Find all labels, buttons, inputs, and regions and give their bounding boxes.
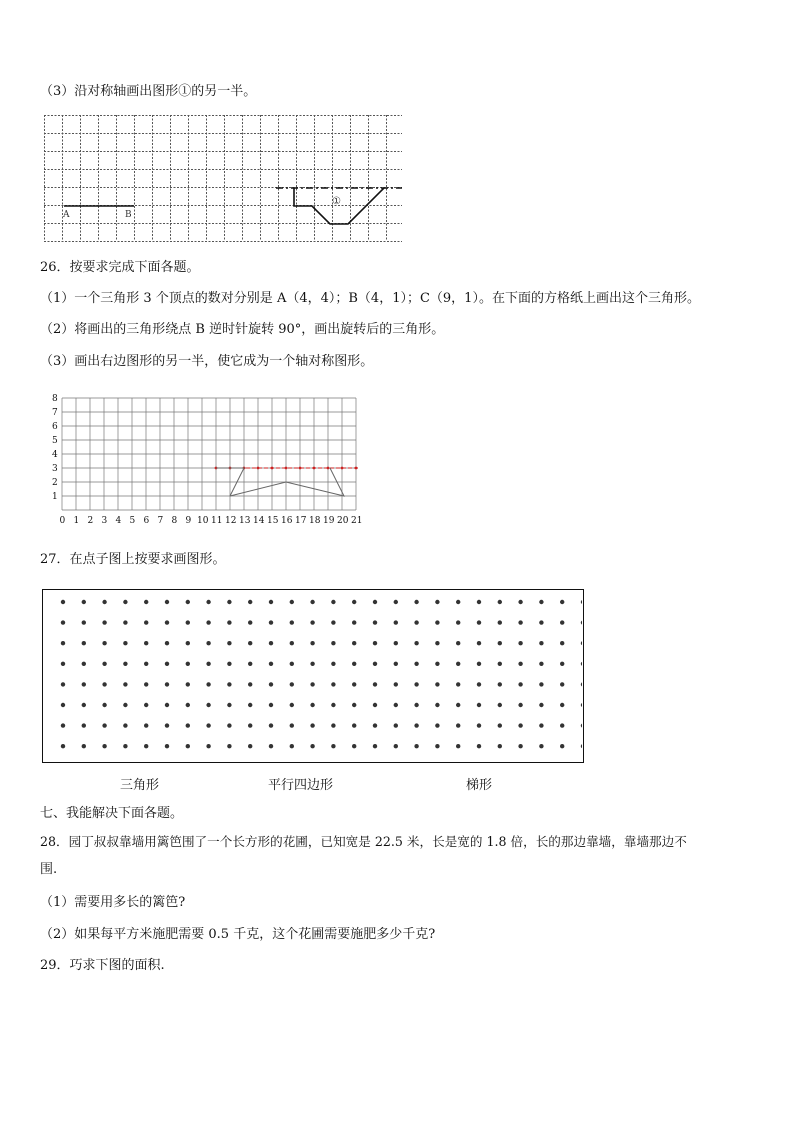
q26-x-tick-label: 10	[197, 516, 209, 526]
q27-grid-dot	[581, 600, 582, 604]
q27-grid-dot	[414, 744, 418, 748]
q27-grid-dot	[269, 600, 273, 604]
q27-grid-dot	[123, 641, 127, 645]
q26-x-tick-label: 5	[129, 516, 136, 526]
q27-grid-dot	[394, 682, 398, 686]
q27-grid-dot	[269, 662, 273, 666]
q27-grid-dot	[581, 723, 582, 727]
q27-grid-dot	[560, 744, 564, 748]
q27-grid-dot	[310, 641, 314, 645]
q27-grid-dot	[414, 723, 418, 727]
q27-grid-dot	[102, 723, 106, 727]
q26-title: 26．按要求完成下面各题。	[40, 260, 200, 275]
q27-grid-dot	[518, 682, 522, 686]
q27-grid-dot	[498, 682, 502, 686]
q26-y-tick-label: 4	[52, 450, 58, 460]
q27-grid-dot	[206, 723, 210, 727]
q27-grid-dot	[186, 620, 190, 624]
q27-grid-dot	[539, 744, 543, 748]
q27-grid-dot	[310, 744, 314, 748]
q26-x-tick-label: 19	[323, 516, 335, 526]
q27-grid-dot	[539, 600, 543, 604]
q26-x-tick-label: 2	[87, 516, 94, 526]
point-a-label: A	[63, 210, 70, 220]
q26-y-tick-label: 8	[52, 394, 58, 404]
q27-grid-dot	[352, 682, 356, 686]
q27-grid-dot	[206, 600, 210, 604]
q27-grid-dot	[373, 744, 377, 748]
q27-grid-dot	[477, 682, 481, 686]
q27-grid-dot	[373, 641, 377, 645]
q28-text-line2: 围.	[40, 862, 58, 877]
q26-sub3: （3）画出右边图形的另一半，使它成为一个轴对称图形。	[40, 354, 374, 369]
q27-grid-dot	[248, 600, 252, 604]
q26-y-tick-label: 2	[52, 478, 58, 488]
q27-grid-dot	[477, 641, 481, 645]
q27-grid-dot	[581, 620, 582, 624]
q27-grid-dot	[248, 620, 252, 624]
q27-grid-dot	[435, 682, 439, 686]
q27-label-triangle: 三角形	[120, 778, 160, 793]
q27-dot-grid-frame	[42, 589, 584, 763]
q27-grid-dot	[394, 723, 398, 727]
q27-grid-dot	[227, 620, 231, 624]
q26-y-tick-labels	[52, 394, 58, 502]
q27-grid-dot	[123, 620, 127, 624]
q27-grid-dot	[456, 641, 460, 645]
q27-grid-dot	[331, 662, 335, 666]
q27-grid-dot	[414, 600, 418, 604]
q27-grid-dot	[165, 682, 169, 686]
q27-grid-dot	[227, 600, 231, 604]
q27-grid-dot	[248, 641, 252, 645]
q27-grid-dot	[186, 641, 190, 645]
q27-grid-dot	[269, 723, 273, 727]
q27-grid-dot	[581, 744, 582, 748]
q27-grid-dot	[373, 723, 377, 727]
q27-grid-dot	[539, 703, 543, 707]
q27-grid-dot	[186, 744, 190, 748]
q27-grid-dot	[82, 662, 86, 666]
q27-grid-dot	[82, 641, 86, 645]
q27-grid-dot	[373, 682, 377, 686]
q27-label-parallelogram: 平行四边形	[268, 778, 334, 793]
q26-x-tick-label: 12	[225, 516, 237, 526]
q27-grid-dot	[123, 682, 127, 686]
q27-grid-dot	[581, 682, 582, 686]
q27-grid-dot	[61, 620, 65, 624]
q27-grid-dot	[102, 682, 106, 686]
q27-grid-dot	[248, 744, 252, 748]
q27-grid-dot	[269, 744, 273, 748]
q26-grid-lines	[62, 398, 356, 510]
q27-grid-dot	[144, 703, 148, 707]
q26-x-tick-label: 14	[253, 516, 265, 526]
q27-grid-dot	[373, 662, 377, 666]
q27-grid-dot	[560, 600, 564, 604]
q27-grid-dot	[352, 641, 356, 645]
q27-grid-dot	[61, 600, 65, 604]
q26-sub2: （2）将画出的三角形绕点 B 逆时针旋转 90°，画出旋转后的三角形。	[40, 322, 445, 337]
q27-grid-dot	[248, 723, 252, 727]
q27-grid-dot	[269, 641, 273, 645]
q27-grid-dot	[165, 703, 169, 707]
q27-title: 27．在点子图上按要求画图形。	[40, 552, 226, 567]
q25-sub3: （3）沿对称轴画出图形①的另一半。	[40, 84, 257, 99]
q27-grid-dot	[352, 723, 356, 727]
q27-grid-dot	[435, 703, 439, 707]
q27-grid-dot	[61, 682, 65, 686]
q27-grid-dot	[435, 620, 439, 624]
q29-title: 29．巧求下图的面积.	[40, 958, 165, 973]
section7-title: 七、我能解决下面各题。	[40, 806, 184, 821]
q27-label-trapezoid: 梯形	[466, 778, 493, 793]
q27-grid-dot	[498, 600, 502, 604]
q27-grid-dot	[206, 703, 210, 707]
q27-grid-dot	[102, 662, 106, 666]
q27-grid-dot	[290, 600, 294, 604]
q27-grid-dot	[414, 641, 418, 645]
q26-y-tick-label: 5	[52, 436, 58, 446]
q27-grid-dot	[477, 723, 481, 727]
q27-grid-dot	[206, 662, 210, 666]
q27-grid-dot	[269, 620, 273, 624]
q27-grid-dot	[539, 641, 543, 645]
q27-grid-dot	[269, 703, 273, 707]
q27-grid-dot	[456, 600, 460, 604]
q27-grid-dot	[310, 703, 314, 707]
q27-grid-dot	[61, 703, 65, 707]
q27-grid-dot	[165, 600, 169, 604]
q26-sub1: （1）一个三角形 3 个顶点的数对分别是 A（4，4）；B（4，1）；C（9，1）。在下面的方格纸上画出这个三角形。	[40, 291, 700, 306]
q27-grid-dot	[394, 620, 398, 624]
q27-grid-dot	[123, 744, 127, 748]
q27-grid-dot	[560, 723, 564, 727]
q26-x-tick-label: 21	[351, 516, 363, 526]
q27-grid-dot	[477, 703, 481, 707]
q26-x-tick-label: 15	[267, 516, 279, 526]
q27-grid-dot	[435, 744, 439, 748]
point-b-label: B	[125, 210, 132, 220]
q27-grid-dot	[414, 682, 418, 686]
q27-grid-dot	[331, 682, 335, 686]
q27-grid-dot	[206, 641, 210, 645]
q25-grid-figure	[44, 115, 402, 245]
q26-x-tick-label: 9	[185, 516, 192, 526]
q27-grid-dot	[82, 620, 86, 624]
q27-grid-dot	[331, 600, 335, 604]
q26-x-tick-label: 17	[295, 516, 307, 526]
q27-grid-dot	[248, 682, 252, 686]
q26-axis-dot	[257, 467, 260, 470]
q27-grid-dot	[82, 744, 86, 748]
q27-grid-dot	[414, 620, 418, 624]
q27-grid-dot	[290, 641, 294, 645]
q27-grid-dot	[290, 744, 294, 748]
q26-x-tick-label: 6	[143, 516, 150, 526]
q26-axis-dot	[271, 467, 274, 470]
q27-grid-dot	[186, 662, 190, 666]
q27-grid-dot	[539, 662, 543, 666]
q27-grid-dot	[61, 744, 65, 748]
q27-grid-dot	[456, 703, 460, 707]
q27-grid-dot	[498, 662, 502, 666]
q27-grid-dot	[102, 744, 106, 748]
q27-grid-dot	[290, 703, 294, 707]
q27-grid-dot	[477, 620, 481, 624]
q26-x-tick-label: 3	[101, 516, 108, 526]
q27-grid-dot	[456, 620, 460, 624]
q27-grid-dot	[435, 641, 439, 645]
q27-grid-dot	[477, 600, 481, 604]
q27-grid-dot	[165, 620, 169, 624]
q26-axis-dot	[299, 467, 302, 470]
q27-grid-dot	[581, 662, 582, 666]
q27-grid-dot	[310, 600, 314, 604]
q27-grid-dot	[435, 723, 439, 727]
q27-grid-dot	[61, 662, 65, 666]
q27-grid-dot	[394, 641, 398, 645]
q27-grid-dot	[331, 723, 335, 727]
q27-grid-dot	[498, 723, 502, 727]
q27-grid-dot	[82, 723, 86, 727]
q27-grid-dot	[165, 723, 169, 727]
q27-grid-dot	[290, 682, 294, 686]
q26-x-tick-label: 7	[157, 516, 164, 526]
q27-grid-dot	[560, 641, 564, 645]
q27-grid-dot	[165, 744, 169, 748]
q27-grid-dot	[518, 600, 522, 604]
q27-grid-dot	[102, 641, 106, 645]
q27-grid-dot	[394, 703, 398, 707]
q27-grid-dot	[456, 744, 460, 748]
q27-grid-dot	[186, 703, 190, 707]
q27-grid-dot	[102, 703, 106, 707]
q27-grid-dot	[581, 703, 582, 707]
q27-grid-dot	[539, 682, 543, 686]
q27-grid-dot	[435, 600, 439, 604]
q27-grid-dot	[290, 723, 294, 727]
q27-grid-dot	[82, 703, 86, 707]
q26-coordinate-grid	[40, 390, 370, 530]
q27-grid-dot	[123, 662, 127, 666]
q26-x-tick-label: 11	[211, 516, 223, 526]
q27-grid-dot	[477, 662, 481, 666]
q27-grid-dot	[518, 620, 522, 624]
q27-grid-dot	[61, 641, 65, 645]
q27-grid-dot	[248, 662, 252, 666]
q27-grid-dot	[165, 662, 169, 666]
q27-grid-dot	[331, 744, 335, 748]
q27-grid-dot	[206, 620, 210, 624]
q26-y-tick-label: 3	[52, 464, 58, 474]
q27-grid-dot	[144, 641, 148, 645]
q27-grid-dot	[352, 620, 356, 624]
q27-grid-dot	[456, 662, 460, 666]
q27-grid-dot	[373, 703, 377, 707]
q27-grid-dot	[144, 682, 148, 686]
q27-grid-dot	[123, 703, 127, 707]
q26-x-tick-label: 4	[115, 516, 122, 526]
q26-x-tick-label: 20	[337, 516, 349, 526]
q28-sub1: （1）需要用多长的篱笆?	[40, 895, 186, 910]
q27-grid-dot	[227, 682, 231, 686]
q27-grid-dot	[539, 723, 543, 727]
q27-grid-dot	[331, 641, 335, 645]
q26-x-tick-label: 1	[73, 516, 80, 526]
q27-grid-dot	[518, 744, 522, 748]
q27-grid-dot	[310, 682, 314, 686]
q27-grid-dot	[352, 600, 356, 604]
q27-grid-dot	[165, 641, 169, 645]
q27-grid-dot	[310, 620, 314, 624]
q27-grid-dot	[144, 744, 148, 748]
q27-grid-dot	[227, 641, 231, 645]
q27-grid-dot	[456, 682, 460, 686]
q26-y-tick-label: 1	[52, 492, 58, 502]
q27-grid-dot	[498, 703, 502, 707]
q27-grid-dot	[290, 620, 294, 624]
q27-grid-dot	[186, 682, 190, 686]
q27-grid-dot	[248, 703, 252, 707]
q27-grid-dot	[123, 723, 127, 727]
q27-grid-dot	[414, 662, 418, 666]
q27-grid-dot	[61, 723, 65, 727]
q26-x-tick-label: 0	[59, 516, 66, 526]
q28-sub2: （2）如果每平方米施肥需要 0.5 千克，这个花圃需要施肥多少千克?	[40, 927, 436, 942]
q27-grid-dot	[435, 662, 439, 666]
q27-grid-dot	[373, 620, 377, 624]
q26-axis-dot	[355, 467, 358, 470]
q27-grid-dot	[560, 682, 564, 686]
q27-grid-dot	[394, 600, 398, 604]
q27-grid-dot	[560, 620, 564, 624]
q27-grid-dot	[331, 703, 335, 707]
q27-grid-dot	[310, 662, 314, 666]
q27-grid-dot	[456, 723, 460, 727]
q27-grid-dot	[144, 620, 148, 624]
q27-grid-dot	[394, 662, 398, 666]
q27-grid-dot	[144, 662, 148, 666]
q27-grid-dot	[498, 744, 502, 748]
q27-grid-dot	[518, 723, 522, 727]
q27-grid-dot	[352, 744, 356, 748]
q27-grid-dot	[581, 641, 582, 645]
q27-grid-dot	[352, 662, 356, 666]
q27-grid-dot	[394, 744, 398, 748]
q27-grid-dot	[144, 723, 148, 727]
q26-axis-dot	[341, 467, 344, 470]
q26-x-tick-label: 16	[281, 516, 293, 526]
q27-grid-dot	[331, 620, 335, 624]
q27-grid-dot	[310, 723, 314, 727]
q27-grid-dot	[206, 744, 210, 748]
q27-grid-dot	[82, 682, 86, 686]
q27-grid-dot	[290, 662, 294, 666]
q27-grid-dot	[186, 723, 190, 727]
q27-grid-dot	[498, 620, 502, 624]
q27-grid-dot	[82, 600, 86, 604]
q27-grid-dot	[102, 620, 106, 624]
q26-x-tick-label: 8	[171, 516, 178, 526]
q26-x-tick-label: 18	[309, 516, 321, 526]
q26-x-tick-labels	[60, 516, 363, 526]
q27-dot-grid	[43, 590, 582, 761]
shape-1-label: ①	[332, 196, 341, 207]
q28-text-line1: 28．园丁叔叔靠墙用篱笆围了一个长方形的花圃，已知宽是 22.5 米，长是宽的 1.8 倍，长的那边靠墙，靠墙那边不	[40, 834, 687, 849]
q27-grid-dot	[352, 703, 356, 707]
q27-grid-dot	[123, 600, 127, 604]
q27-grid-dot	[560, 662, 564, 666]
q27-grid-dot	[227, 744, 231, 748]
q26-axis-dot	[285, 467, 288, 470]
q27-grid-dot	[560, 703, 564, 707]
q27-grid-dot	[373, 600, 377, 604]
q27-grid-dot	[227, 723, 231, 727]
q26-x-tick-label: 13	[239, 516, 251, 526]
q27-grid-dot	[269, 682, 273, 686]
q27-grid-dot	[518, 641, 522, 645]
q27-grid-dot	[227, 662, 231, 666]
q27-grid-dot	[518, 703, 522, 707]
q26-axis-dot	[313, 467, 316, 470]
q27-grid-dot	[539, 620, 543, 624]
q27-grid-dot	[498, 641, 502, 645]
q27-grid-dot	[414, 703, 418, 707]
q27-grid-dot	[477, 744, 481, 748]
q26-axis-dot	[327, 467, 330, 470]
q27-grid-dot	[206, 682, 210, 686]
q27-grid-dot	[518, 662, 522, 666]
q27-grid-dot	[102, 600, 106, 604]
q27-grid-dot	[144, 600, 148, 604]
q26-y-tick-label: 7	[52, 408, 58, 418]
q27-grid-dot	[186, 600, 190, 604]
q26-y-tick-label: 6	[52, 422, 58, 432]
q25-grid	[44, 115, 402, 242]
q27-grid-dot	[227, 703, 231, 707]
